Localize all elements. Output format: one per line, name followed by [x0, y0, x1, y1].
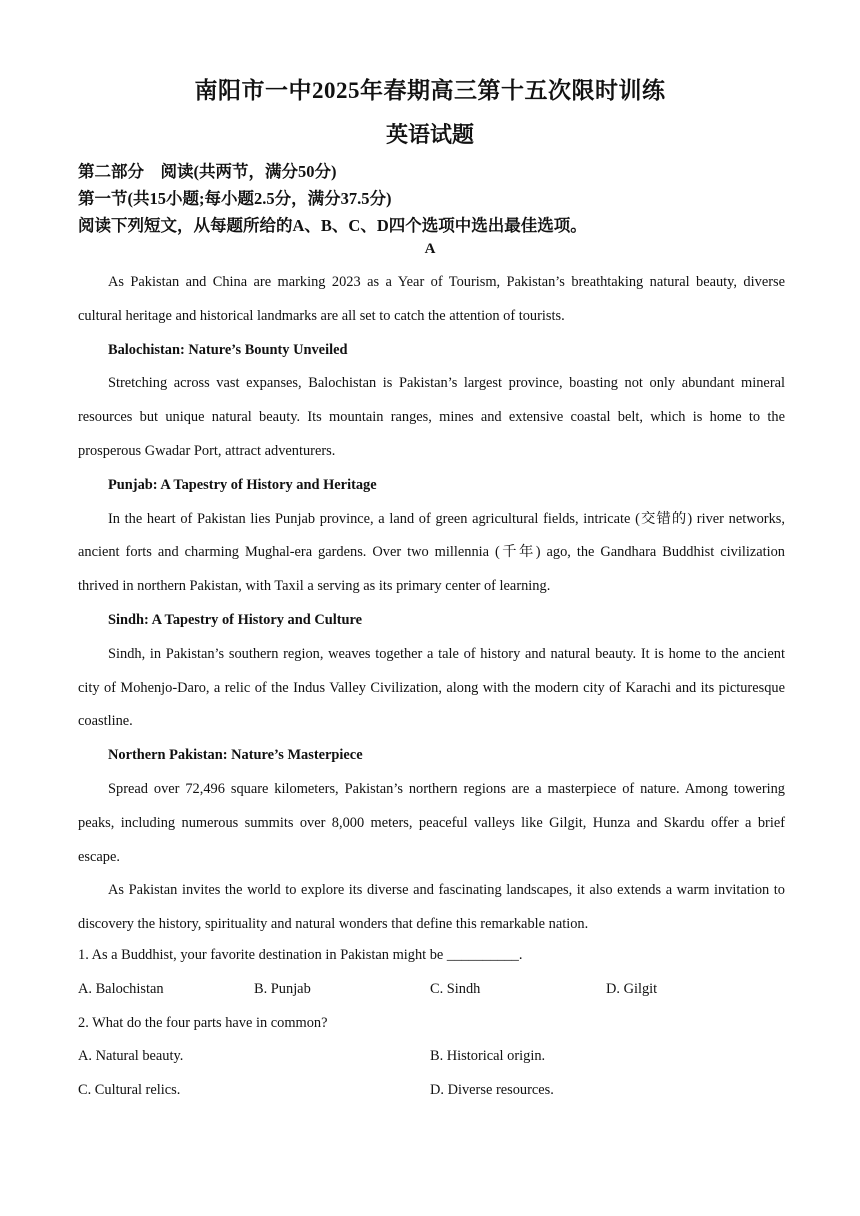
question-1-option-c: C. Sindh — [430, 981, 481, 997]
section-text-punjab: In the heart of Pakistan lies Punjab province, a land of green agricultural fields, intricate (交错的) river networks, ancient forts and charming Mughal-era gardens. Over two millennia (千年) ago, the Gandhara Buddhist civilization thrived in northern Pakistan, with Taxil a serving as its primary center of learning. — [78, 510, 785, 595]
section-heading-balochistan: Balochistan: Nature’s Bounty Unveiled — [108, 341, 348, 358]
section-header: 第一节(共15小题;每小题2.5分，满分37.5分) — [78, 189, 392, 208]
question-2-option-a: A. Natural beauty. — [78, 1048, 184, 1064]
passage-intro: As Pakistan and China are marking 2023 as a Year of Tourism, Pakistan’s breathtaking natural beauty, diverse cultural heritage and historical landmarks are all set to catch the attention of tourists. — [78, 274, 785, 324]
passage-body — [78, 266, 785, 942]
question-1-option-d: D. Gilgit — [606, 981, 658, 997]
section-heading-punjab: Punjab: A Tapestry of History and Heritage — [108, 476, 377, 493]
question-1-option-b: B. Punjab — [254, 981, 311, 997]
question-1-stem: 1. As a Buddhist, your favorite destination in Pakistan might be __________. — [78, 947, 523, 963]
section-text-northern: Spread over 72,496 square kilometers, Pakistan’s northern regions are a masterpiece of nature. Among towering peaks, including numerous summits over 8,000 meters, peaceful valleys like Gilgit, Hunza and Skardu offer a brief escape. — [78, 780, 785, 865]
section-text-balochistan: Stretching across vast expanses, Balochistan is Pakistan’s largest province, boasting not only abundant mineral resources but unique natural beauty. Its mountain ranges, mines and extensive coastal belt, which is home to the prosperous Gwadar Port, attract adventurers. — [78, 375, 785, 459]
instructions: 阅读下列短文，从每题所给的A、B、C、D四个选项中选出最佳选项。 — [78, 216, 587, 235]
question-2-option-b: B. Historical origin. — [430, 1048, 546, 1064]
question-2-option-c: C. Cultural relics. — [78, 1082, 181, 1098]
section-heading-northern: Northern Pakistan: Nature’s Masterpiece — [108, 747, 363, 764]
question-1-option-a: A. Balochistan — [78, 981, 164, 997]
section-heading-sindh: Sindh: A Tapestry of History and Culture — [108, 611, 363, 628]
passage-closing: As Pakistan invites the world to explore its diverse and fascinating landscapes, it also extends a warm invitation to discovery the history, spirituality and natural wonders that define this remarkable nation. — [78, 882, 785, 933]
question-2-option-d: D. Diverse resources. — [430, 1082, 554, 1098]
exam-title: 南阳市一中2025年春期高三第十五次限时训练 — [194, 78, 666, 103]
section-text-sindh: Sindh, in Pakistan’s southern region, weaves together a tale of history and natural beauty. It is home to the ancient city of Mohenjo-Daro, a relic of the Indus Valley Civilization, along with the modern city of Karachi and its picturesque coastline. — [78, 645, 785, 730]
part-header: 第二部分 阅读(共两节，满分50分) — [78, 162, 337, 181]
passage-label: A — [424, 241, 436, 257]
exam-subtitle: 英语试题 — [385, 122, 474, 147]
question-2-stem: 2. What do the four parts have in common? — [78, 1015, 328, 1031]
